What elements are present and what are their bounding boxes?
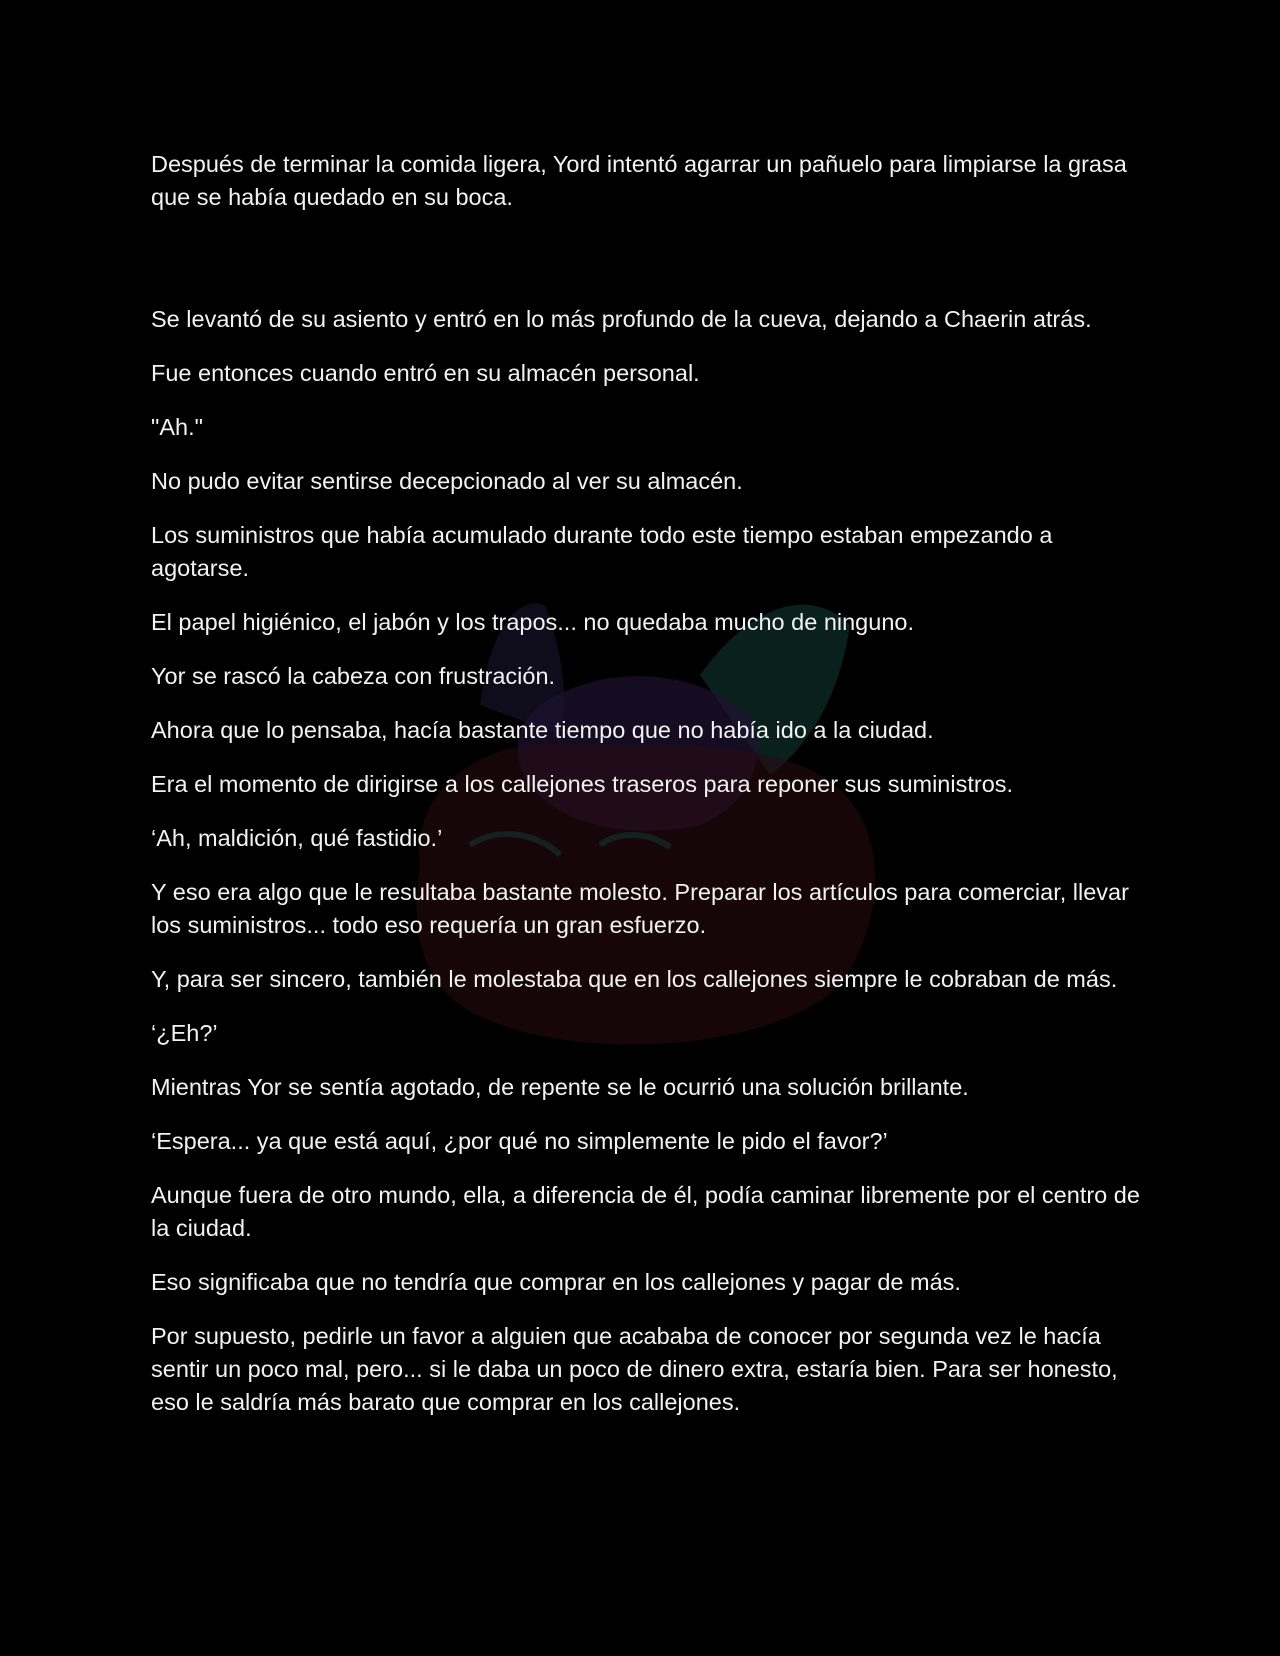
paragraph: Ahora que lo pensaba, hacía bastante tiempo que no había ido a la ciudad. bbox=[151, 717, 934, 743]
document-body bbox=[151, 148, 1141, 1440]
paragraph: Eso significaba que no tendría que comprar en los callejones y pagar de más. bbox=[151, 1269, 961, 1295]
paragraph: Después de terminar la comida ligera, Yord intentó agarrar un pañuelo para limpiarse la grasa que se había quedado en su boca. bbox=[151, 151, 1127, 210]
paragraph: Era el momento de dirigirse a los callejones traseros para reponer sus suministros. bbox=[151, 771, 1014, 797]
paragraph: ‘Ah, maldición, qué fastidio.’ bbox=[151, 825, 443, 851]
paragraph: Mientras Yor se sentía agotado, de repente se le ocurrió una solución brillante. bbox=[151, 1074, 969, 1100]
paragraph: No pudo evitar sentirse decepcionado al ver su almacén. bbox=[151, 468, 743, 494]
paragraph: El papel higiénico, el jabón y los trapos... no quedaba mucho de ninguno. bbox=[151, 609, 914, 635]
paragraph: Y eso era algo que le resultaba bastante molesto. Preparar los artículos para comerciar, llevar los suministros... todo eso requería un gran esfuerzo. bbox=[151, 879, 1129, 938]
paragraph: Aunque fuera de otro mundo, ella, a diferencia de él, podía caminar libremente por el centro de la ciudad. bbox=[151, 1182, 1140, 1241]
paragraph: Se levantó de su asiento y entró en lo más profundo de la cueva, dejando a Chaerin atrás. bbox=[151, 306, 1092, 332]
paragraph: Y, para ser sincero, también le molestaba que en los callejones siempre le cobraban de más. bbox=[151, 966, 1118, 992]
paragraph: "Ah." bbox=[151, 414, 203, 440]
paragraph: ‘¿Eh?’ bbox=[151, 1020, 218, 1046]
paragraph: Por supuesto, pedirle un favor a alguien que acababa de conocer por segunda vez le hacía sentir un poco mal, pero... si le daba un poco de dinero extra, estaría bien. Para ser honesto, eso le saldría más barato que comprar en los callejones. bbox=[151, 1323, 1118, 1415]
paragraph: Fue entonces cuando entró en su almacén personal. bbox=[151, 360, 700, 386]
paragraph: Los suministros que había acumulado durante todo este tiempo estaban empezando a agotarse. bbox=[151, 522, 1053, 581]
paragraph: ‘Espera... ya que está aquí, ¿por qué no simplemente le pido el favor?’ bbox=[151, 1128, 888, 1154]
paragraph: Yor se rascó la cabeza con frustración. bbox=[151, 663, 556, 689]
